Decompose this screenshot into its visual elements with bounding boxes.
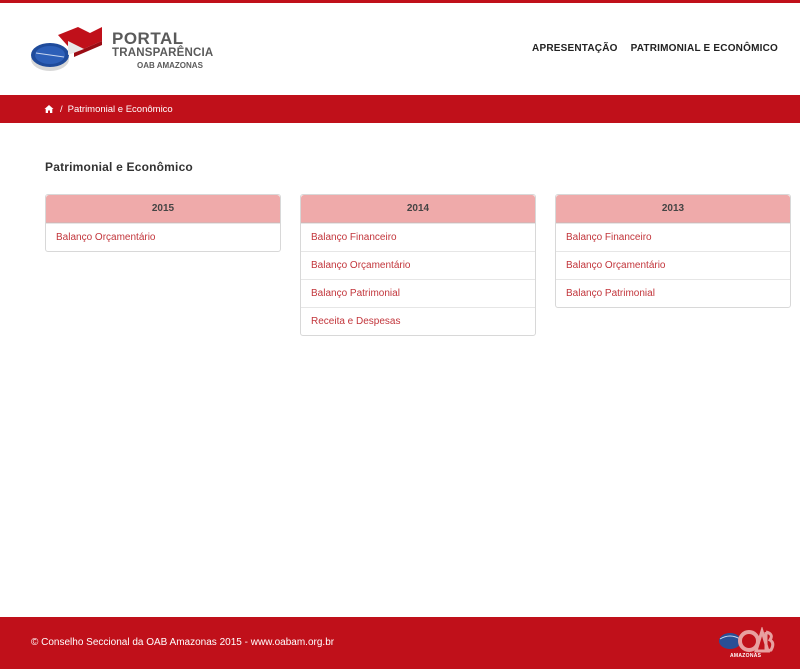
home-icon[interactable] xyxy=(44,104,54,114)
site-header xyxy=(0,3,800,95)
footer-copyright: © Conselho Seccional da OAB Amazonas 2015 - www.oabam.org.br xyxy=(31,637,335,648)
breadcrumb-separator: / xyxy=(60,103,63,115)
panel-year-heading: 2013 xyxy=(556,195,790,223)
footer-logo-text: AMAZONAS xyxy=(730,653,762,659)
panel-link[interactable]: Balanço Orçamentário xyxy=(46,223,280,251)
page-title: Patrimonial e Econômico xyxy=(45,160,193,174)
logo-subtitle: TRANSPARÊNCIA xyxy=(112,47,214,59)
main-nav xyxy=(532,43,778,54)
panel-link[interactable]: Balanço Orçamentário xyxy=(556,251,790,279)
panel-year-heading: 2014 xyxy=(301,195,535,223)
panel-year-heading: 2015 xyxy=(46,195,280,223)
panel-link[interactable]: Balanço Financeiro xyxy=(301,223,535,251)
breadcrumb-current: Patrimonial e Econômico xyxy=(67,103,173,115)
year-panel-2014 xyxy=(300,194,536,336)
nav-apresentacao[interactable]: APRESENTAÇÃO xyxy=(532,43,618,54)
panel-link[interactable]: Receita e Despesas xyxy=(301,307,535,335)
panel-link[interactable]: Balanço Orçamentário xyxy=(301,251,535,279)
logo-org: OAB AMAZONAS xyxy=(137,60,203,70)
logo-title: PORTAL xyxy=(112,29,184,48)
site-footer xyxy=(0,617,800,669)
portal-logo-icon xyxy=(28,19,108,79)
panel-link[interactable]: Balanço Patrimonial xyxy=(301,279,535,307)
breadcrumb xyxy=(0,95,800,123)
oab-logo-icon[interactable] xyxy=(716,627,776,663)
year-panel-2015 xyxy=(45,194,281,252)
panel-link[interactable]: Balanço Financeiro xyxy=(556,223,790,251)
panel-link[interactable]: Balanço Patrimonial xyxy=(556,279,790,307)
nav-patrimonial-economico[interactable]: PATRIMONIAL E ECONÔMICO xyxy=(630,43,778,54)
year-panel-2013 xyxy=(555,194,791,308)
portal-logo[interactable] xyxy=(28,19,214,79)
